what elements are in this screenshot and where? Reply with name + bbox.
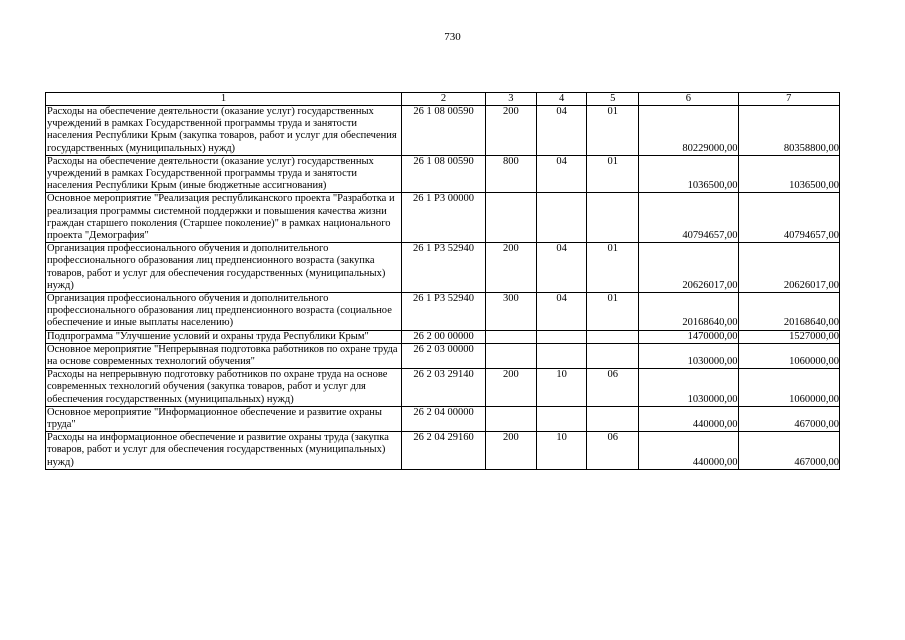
row-expense-type bbox=[486, 193, 537, 243]
header-col-5: 5 bbox=[587, 93, 639, 106]
row-section: 04 bbox=[536, 155, 587, 193]
row-subsection: 01 bbox=[587, 293, 639, 331]
row-expense-type: 200 bbox=[486, 432, 537, 470]
header-col-3: 3 bbox=[486, 93, 537, 106]
row-subsection: 01 bbox=[587, 243, 639, 293]
table-row bbox=[46, 155, 840, 193]
row-amount-7: 1060000,00 bbox=[738, 343, 839, 368]
row-code: 26 2 00 00000 bbox=[401, 330, 485, 343]
row-section: 04 bbox=[536, 106, 587, 156]
row-section: 10 bbox=[536, 369, 587, 407]
row-subsection bbox=[587, 343, 639, 368]
row-amount-6: 1030000,00 bbox=[639, 369, 738, 407]
row-section: 04 bbox=[536, 243, 587, 293]
header-col-1: 1 bbox=[46, 93, 402, 106]
header-col-7: 7 bbox=[738, 93, 839, 106]
row-name: Организация профессионального обучения и дополнительного профессионального образования лиц предпенсионного возраста (закупка товаров, работ и услуг для обеспечения государственных (муниципальных) нужд) bbox=[46, 243, 402, 293]
row-amount-7: 1060000,00 bbox=[738, 369, 839, 407]
row-amount-7: 1036500,00 bbox=[738, 155, 839, 193]
row-name: Расходы на обеспечение деятельности (оказание услуг) государственных учреждений в рамках Государственной программы труда и занятости населения Республики Крым (иные бюджетные ассигнования) bbox=[46, 155, 402, 193]
row-subsection: 06 bbox=[587, 369, 639, 407]
row-name: Основное мероприятие "Непрерывная подготовка работников по охране труда на основе современных технологий обучения" bbox=[46, 343, 402, 368]
row-expense-type: 200 bbox=[486, 243, 537, 293]
table-row bbox=[46, 343, 840, 368]
header-col-2: 2 bbox=[401, 93, 485, 106]
table-row bbox=[46, 330, 840, 343]
table-row bbox=[46, 369, 840, 407]
row-code: 26 1 P3 00000 bbox=[401, 193, 485, 243]
row-name: Основное мероприятие "Реализация республиканского проекта "Разработка и реализация программы системной поддержки и повышения качества жизни граждан старшего поколения (Старшее поколение)" в рамках национального проекта "Демография" bbox=[46, 193, 402, 243]
row-name: Подпрограмма "Улучшение условий и охраны труда Республики Крым" bbox=[46, 330, 402, 343]
row-name: Организация профессионального обучения и дополнительного профессионального образования лиц предпенсионного возраста (социальное обеспечение и иные выплаты населению) bbox=[46, 293, 402, 331]
row-expense-type bbox=[486, 406, 537, 431]
row-section: 04 bbox=[536, 293, 587, 331]
row-code: 26 2 04 29160 bbox=[401, 432, 485, 470]
header-col-6: 6 bbox=[639, 93, 738, 106]
row-code: 26 1 P3 52940 bbox=[401, 243, 485, 293]
row-section bbox=[536, 193, 587, 243]
table-row bbox=[46, 106, 840, 156]
row-section bbox=[536, 406, 587, 431]
row-expense-type bbox=[486, 330, 537, 343]
row-code: 26 2 03 29140 bbox=[401, 369, 485, 407]
row-subsection: 01 bbox=[587, 106, 639, 156]
page-number: 730 bbox=[444, 31, 461, 43]
row-amount-6: 80229000,00 bbox=[639, 106, 738, 156]
row-amount-6: 1036500,00 bbox=[639, 155, 738, 193]
row-amount-7: 467000,00 bbox=[738, 406, 839, 431]
row-amount-7: 20626017,00 bbox=[738, 243, 839, 293]
row-subsection bbox=[587, 406, 639, 431]
row-amount-7: 40794657,00 bbox=[738, 193, 839, 243]
table-row bbox=[46, 432, 840, 470]
table-row bbox=[46, 193, 840, 243]
row-code: 26 1 08 00590 bbox=[401, 155, 485, 193]
row-amount-7: 20168640,00 bbox=[738, 293, 839, 331]
row-code: 26 1 P3 52940 bbox=[401, 293, 485, 331]
row-expense-type: 200 bbox=[486, 106, 537, 156]
row-section bbox=[536, 343, 587, 368]
table-row bbox=[46, 243, 840, 293]
row-name: Основное мероприятие "Информационное обеспечение и развитие охраны труда" bbox=[46, 406, 402, 431]
row-subsection bbox=[587, 330, 639, 343]
row-subsection: 06 bbox=[587, 432, 639, 470]
row-code: 26 1 08 00590 bbox=[401, 106, 485, 156]
row-amount-6: 20626017,00 bbox=[639, 243, 738, 293]
table-row bbox=[46, 406, 840, 431]
row-subsection bbox=[587, 193, 639, 243]
row-expense-type: 200 bbox=[486, 369, 537, 407]
row-name: Расходы на обеспечение деятельности (оказание услуг) государственных учреждений в рамках Государственной программы труда и занятости населения Республики Крым (закупка товаров, работ и услуг для обеспечения государственных (муниципальных) нужд) bbox=[46, 106, 402, 156]
row-section bbox=[536, 330, 587, 343]
row-expense-type: 800 bbox=[486, 155, 537, 193]
row-amount-6: 1030000,00 bbox=[639, 343, 738, 368]
row-amount-6: 40794657,00 bbox=[639, 193, 738, 243]
row-code: 26 2 03 00000 bbox=[401, 343, 485, 368]
header-row bbox=[46, 93, 840, 106]
row-expense-type: 300 bbox=[486, 293, 537, 331]
row-amount-6: 440000,00 bbox=[639, 406, 738, 431]
row-amount-7: 1527000,00 bbox=[738, 330, 839, 343]
table-row bbox=[46, 293, 840, 331]
row-expense-type bbox=[486, 343, 537, 368]
row-amount-7: 467000,00 bbox=[738, 432, 839, 470]
row-subsection: 01 bbox=[587, 155, 639, 193]
row-name: Расходы на информационное обеспечение и развитие охраны труда (закупка товаров, работ и услуг для обеспечения государственных (муниципальных) нужд) bbox=[46, 432, 402, 470]
header-col-4: 4 bbox=[536, 93, 587, 106]
row-amount-6: 440000,00 bbox=[639, 432, 738, 470]
row-section: 10 bbox=[536, 432, 587, 470]
row-code: 26 2 04 00000 bbox=[401, 406, 485, 431]
row-amount-6: 20168640,00 bbox=[639, 293, 738, 331]
budget-table bbox=[45, 92, 840, 470]
row-name: Расходы на непрерывную подготовку работников по охране труда на основе современных технологий обучения (закупка товаров, работ и услуг для обеспечения государственных (муниципальных) нужд) bbox=[46, 369, 402, 407]
row-amount-6: 1470000,00 bbox=[639, 330, 738, 343]
row-amount-7: 80358800,00 bbox=[738, 106, 839, 156]
